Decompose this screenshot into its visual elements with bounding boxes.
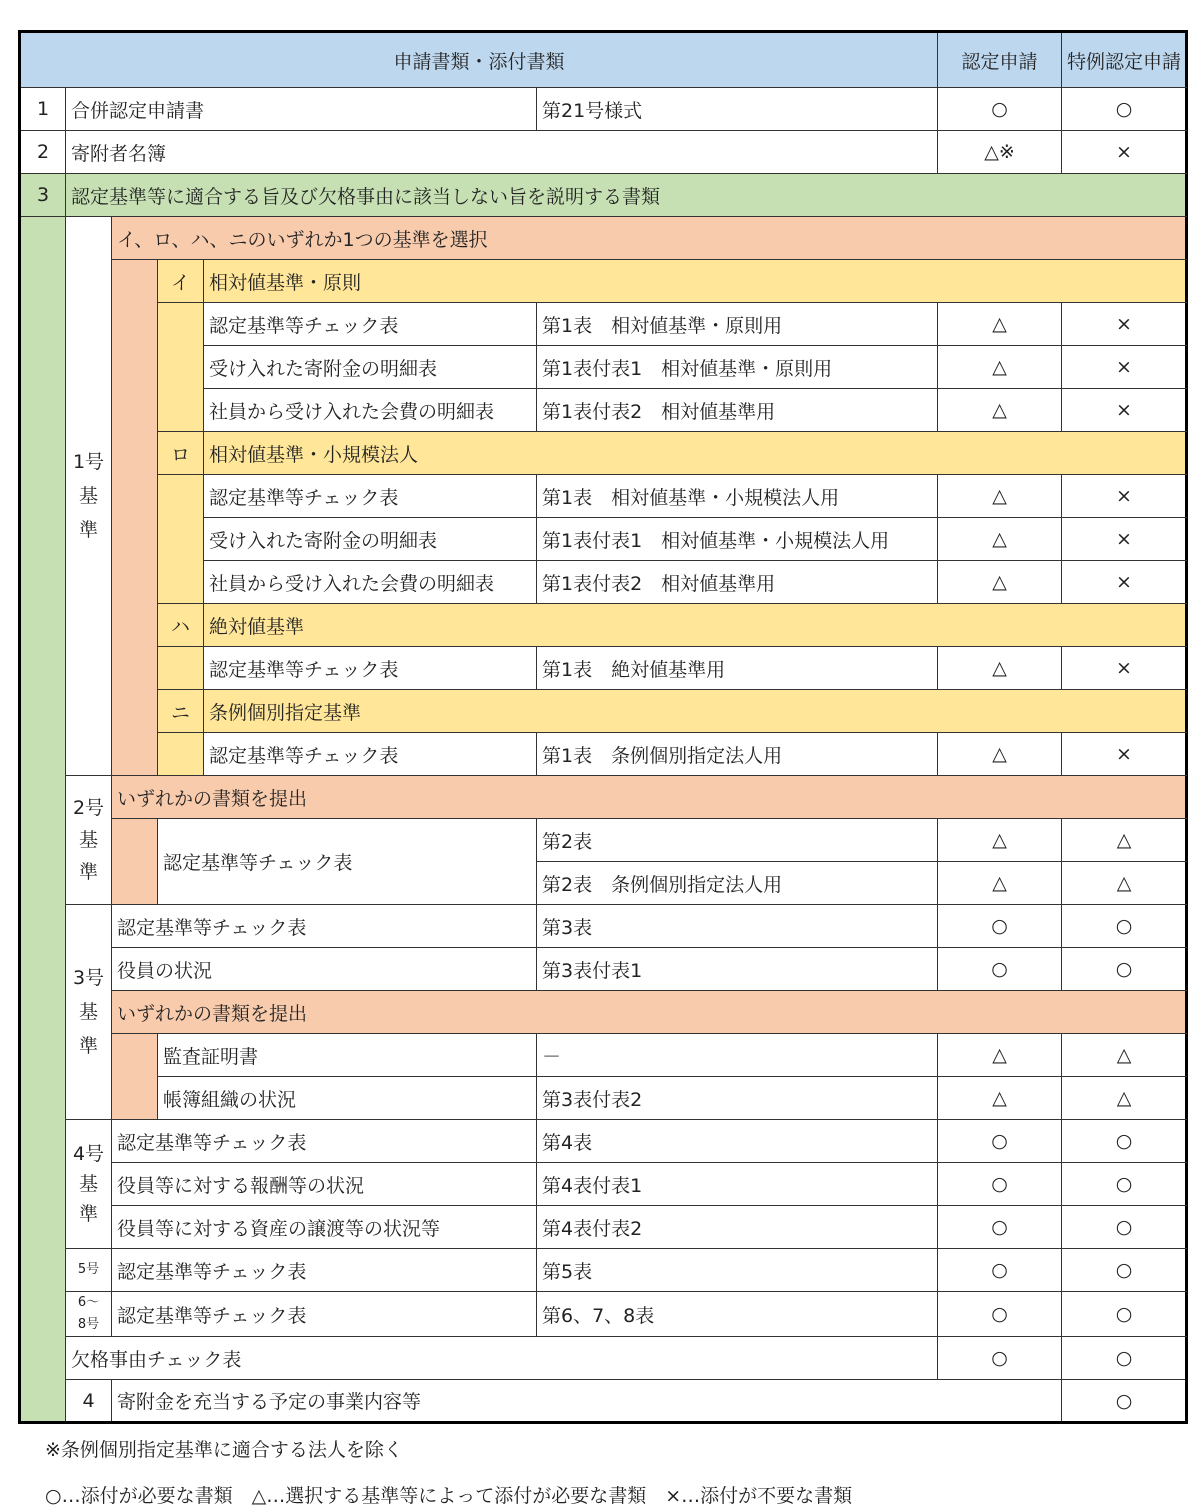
section-row: [20, 174, 1187, 217]
doc-label: 受け入れた寄附金の明細表: [204, 346, 537, 389]
section-row: [20, 604, 1187, 647]
form-label: 第5表: [537, 1249, 938, 1292]
table-row: [20, 475, 1187, 518]
doc-label: 認定基準等チェック表: [112, 1249, 537, 1292]
std1-select-label: イ、ロ、ハ、ニのいずれか1つの基準を選択: [112, 217, 1187, 260]
mark-tokurei: ○: [1062, 1163, 1187, 1206]
std1-ha-bar: [158, 647, 204, 690]
mark-tokurei: ○: [1062, 948, 1187, 991]
doc-label: 役員等に対する資産の譲渡等の状況等: [112, 1206, 537, 1249]
mark-nintei: △: [938, 647, 1062, 690]
mark-tokurei: ○: [1062, 905, 1187, 948]
legend-note: ○…添付が必要な書類 △…選択する基準等によって添付が必要な書類 ×…添付が不要な書類: [45, 1485, 853, 1507]
doc-label: 役員等に対する報酬等の状況: [112, 1163, 537, 1206]
mark-nintei: ○: [938, 1337, 1062, 1380]
mark-nintei: ○: [938, 88, 1062, 131]
mark-nintei: △: [938, 862, 1062, 905]
table-row: [20, 131, 1187, 174]
mark-tokurei: ×: [1062, 475, 1187, 518]
form-label: 第2表 条例個別指定法人用: [537, 862, 938, 905]
row-number: 2: [20, 131, 66, 174]
mark-nintei: △: [938, 518, 1062, 561]
std1-ni-mark: ニ: [158, 690, 204, 733]
std1-ro-mark: ロ: [158, 432, 204, 475]
table-row: [20, 1292, 1187, 1337]
mark-nintei: ○: [938, 1292, 1062, 1337]
table-row: [20, 733, 1187, 776]
form-label: 第4表: [537, 1120, 938, 1163]
form-label: －: [537, 1034, 938, 1077]
std1-i-title: 相対値基準・原則: [204, 260, 1187, 303]
std5-label: 5号: [66, 1249, 112, 1292]
header-tokurei: 特例認定申請: [1062, 32, 1187, 88]
std1-i-bar: [158, 303, 204, 432]
mark-nintei: ○: [938, 1249, 1062, 1292]
doc-label: 認定基準等チェック表: [204, 303, 537, 346]
doc-label: 認定基準等チェック表: [204, 647, 537, 690]
form-label: 第1表 相対値基準・原則用: [537, 303, 938, 346]
table-row: [20, 1120, 1187, 1163]
std1-ro-bar: [158, 475, 204, 604]
table-row: [20, 647, 1187, 690]
mark-nintei: △: [938, 561, 1062, 604]
form-label: 第3表: [537, 905, 938, 948]
doc-label: 寄附者名簿: [66, 131, 938, 174]
mark-nintei: ○: [938, 1206, 1062, 1249]
form-label: 第6、7、8表: [537, 1292, 938, 1337]
mark-tokurei: ×: [1062, 733, 1187, 776]
doc-label: 欠格事由チェック表: [66, 1337, 938, 1380]
section-row: [20, 217, 1187, 260]
mark-nintei: △※: [938, 131, 1062, 174]
mark-nintei: ○: [938, 1120, 1062, 1163]
form-label: 第4表付表2: [537, 1206, 938, 1249]
mark-tokurei: ○: [1062, 1249, 1187, 1292]
header-nintei: 認定申請: [938, 32, 1062, 88]
table-row: [20, 948, 1187, 991]
std68-label: 6～8号: [66, 1292, 112, 1337]
mark-tokurei: ○: [1062, 1206, 1187, 1249]
table-row: [20, 303, 1187, 346]
mark-tokurei: ○: [1062, 88, 1187, 131]
std1-ro-title: 相対値基準・小規模法人: [204, 432, 1187, 475]
row-number: 1: [20, 88, 66, 131]
table-row: [20, 1337, 1187, 1380]
table-row: [20, 1077, 1187, 1120]
doc-label: 認定基準等チェック表: [204, 733, 537, 776]
std1-label: 1号基準: [66, 217, 112, 776]
doc-label: 監査証明書: [158, 1034, 537, 1077]
std3-label: 3号基準: [66, 905, 112, 1120]
table-row: [20, 1206, 1187, 1249]
row-number: 3: [20, 174, 66, 217]
section-row: [20, 776, 1187, 819]
form-label: 第1表 条例個別指定法人用: [537, 733, 938, 776]
form-label: 第1表付表1 相対値基準・原則用: [537, 346, 938, 389]
doc-label: 認定基準等チェック表: [158, 819, 537, 905]
mark-nintei: ○: [938, 1163, 1062, 1206]
mark-tokurei: ○: [1062, 1292, 1187, 1337]
mark-tokurei: ○: [1062, 1337, 1187, 1380]
std1-ha-title: 絶対値基準: [204, 604, 1187, 647]
section-row: [20, 991, 1187, 1034]
footnote: ※条例個別指定基準に適合する法人を除く: [45, 1439, 403, 1461]
mark-nintei: ○: [938, 905, 1062, 948]
std1-ni-title: 条例個別指定基準: [204, 690, 1187, 733]
std1-i-mark: イ: [158, 260, 204, 303]
form-label: 第1表付表2 相対値基準用: [537, 561, 938, 604]
form-label: 第2表: [537, 819, 938, 862]
mark-nintei: △: [938, 733, 1062, 776]
mark-nintei: △: [938, 475, 1062, 518]
mark-tokurei: ×: [1062, 131, 1187, 174]
table-row: [20, 1249, 1187, 1292]
table-row: [20, 1034, 1187, 1077]
documents-table: [18, 30, 1188, 1424]
mark-tokurei: ○: [1062, 1120, 1187, 1163]
std2-label: 2号基準: [66, 776, 112, 905]
mark-tokurei: ×: [1062, 518, 1187, 561]
std4-label: 4号基準: [66, 1120, 112, 1249]
mark-tokurei: △: [1062, 862, 1187, 905]
doc-label: 認定基準等チェック表: [112, 1120, 537, 1163]
mark-tokurei: △: [1062, 1077, 1187, 1120]
mark-nintei: ○: [938, 948, 1062, 991]
mark-nintei: △: [938, 1077, 1062, 1120]
form-label: 第1表付表1 相対値基準・小規模法人用: [537, 518, 938, 561]
std2-select-label: いずれかの書類を提出: [112, 776, 1187, 819]
std1-orange-bar: [112, 260, 158, 776]
form-label: 第21号様式: [537, 88, 938, 131]
doc-label: 認定基準等チェック表: [112, 1292, 537, 1337]
doc-label: 寄附金を充当する予定の事業内容等: [112, 1380, 1062, 1423]
doc-label: 認定基準等チェック表: [112, 905, 537, 948]
form-label: 第4表付表1: [537, 1163, 938, 1206]
mark-nintei: ○: [1062, 1380, 1187, 1423]
mark-tokurei: ×: [1062, 647, 1187, 690]
mark-nintei: △: [938, 819, 1062, 862]
mark-tokurei: ×: [1062, 389, 1187, 432]
table-row: [20, 905, 1187, 948]
doc-label: 社員から受け入れた会費の明細表: [204, 561, 537, 604]
doc-label: 認定基準等チェック表: [204, 475, 537, 518]
doc-label: 役員の状況: [112, 948, 537, 991]
form-label: 第3表付表1: [537, 948, 938, 991]
section-label: 認定基準等に適合する旨及び欠格事由に該当しない旨を説明する書類: [66, 174, 1187, 217]
table-row: [20, 1380, 1187, 1423]
mark-tokurei: ×: [1062, 303, 1187, 346]
mark-nintei: △: [938, 303, 1062, 346]
mark-tokurei: ×: [1062, 346, 1187, 389]
section-row: [20, 260, 1187, 303]
std2-orange-bar: [112, 819, 158, 905]
std1-ha-mark: ハ: [158, 604, 204, 647]
std3-orange-bar: [112, 1034, 158, 1120]
header-documents: 申請書類・添付書類: [20, 32, 938, 88]
section3-bar: [20, 217, 66, 1423]
mark-tokurei: △: [1062, 1034, 1187, 1077]
table-header-row: [20, 32, 1187, 88]
mark-nintei: △: [938, 389, 1062, 432]
form-label: 第3表付表2: [537, 1077, 938, 1120]
doc-label: 帳簿組織の状況: [158, 1077, 537, 1120]
form-label: 第1表付表2 相対値基準用: [537, 389, 938, 432]
mark-nintei: △: [938, 1034, 1062, 1077]
std3-select-label: いずれかの書類を提出: [112, 991, 1187, 1034]
mark-tokurei: ×: [1062, 561, 1187, 604]
doc-label: 受け入れた寄附金の明細表: [204, 518, 537, 561]
table-row: [20, 819, 1187, 862]
doc-label: 合併認定申請書: [66, 88, 537, 131]
table-row: [20, 1163, 1187, 1206]
table-row: [20, 88, 1187, 131]
mark-tokurei: △: [1062, 819, 1187, 862]
form-label: 第1表 絶対値基準用: [537, 647, 938, 690]
section-row: [20, 690, 1187, 733]
form-label: 第1表 相対値基準・小規模法人用: [537, 475, 938, 518]
row-number: 4: [66, 1380, 112, 1423]
doc-label: 社員から受け入れた会費の明細表: [204, 389, 537, 432]
section-row: [20, 432, 1187, 475]
mark-nintei: △: [938, 346, 1062, 389]
std1-ni-bar: [158, 733, 204, 776]
